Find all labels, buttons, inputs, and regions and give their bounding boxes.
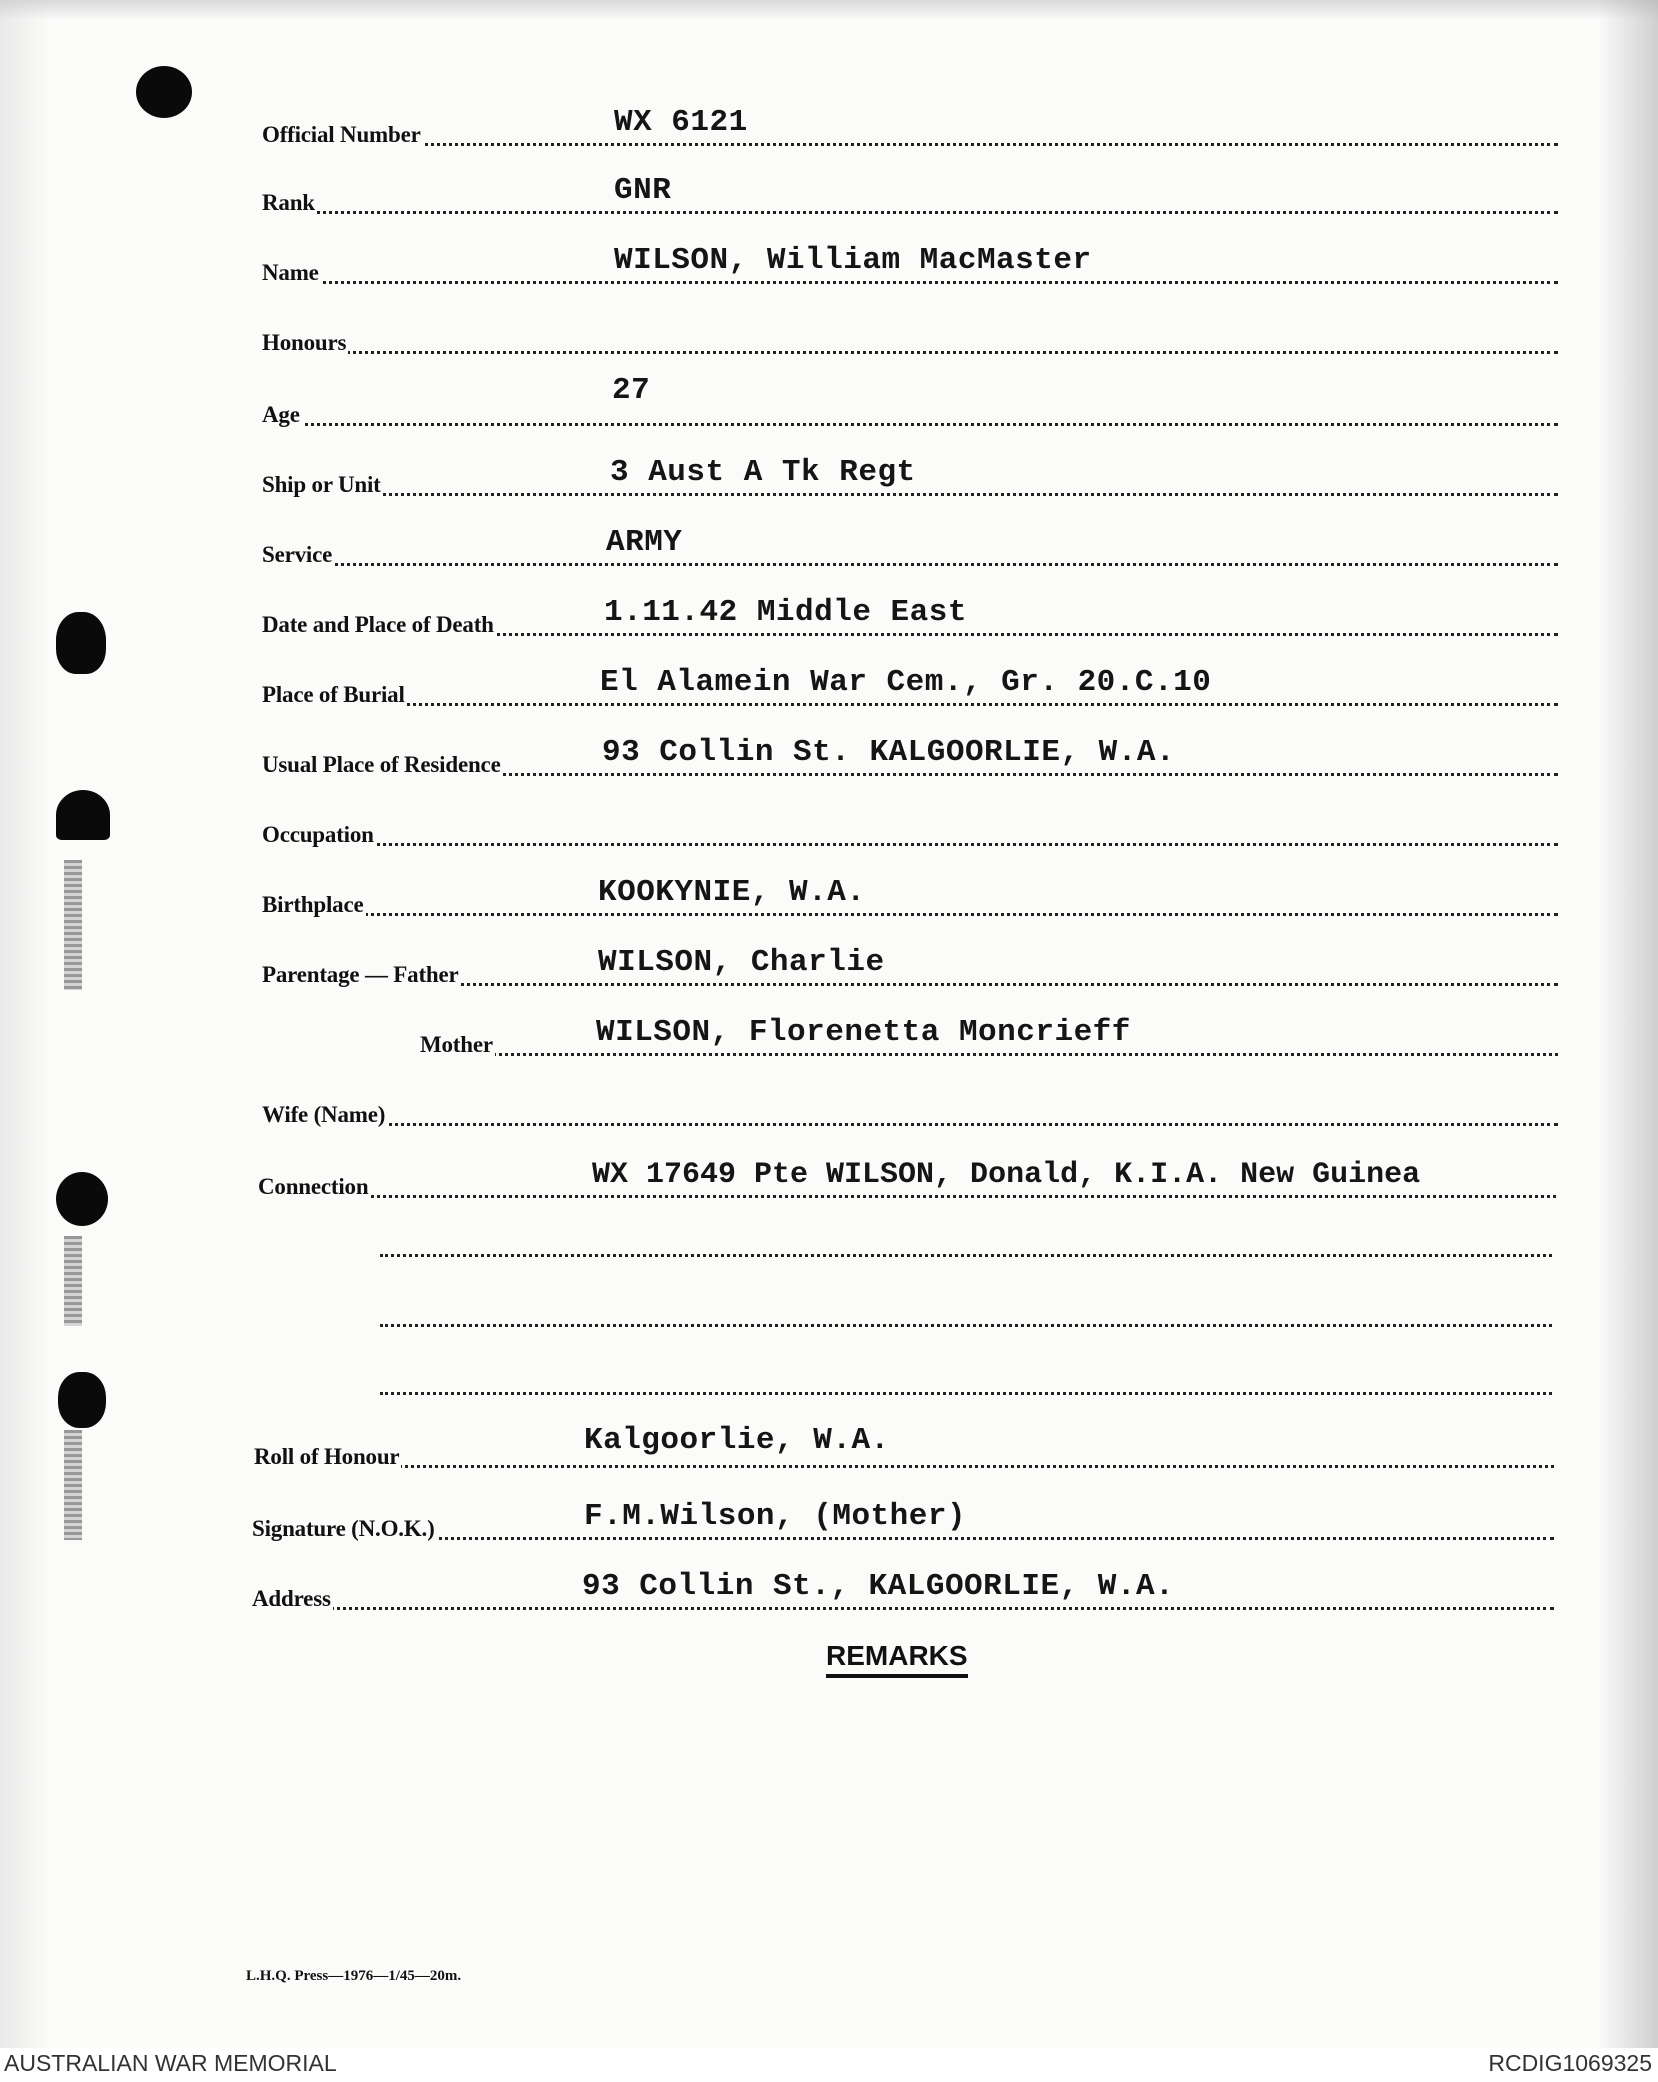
scan-streak — [64, 860, 82, 990]
field-label: Rank — [262, 190, 315, 215]
footer-record-id: RCDIG1069325 — [1488, 2050, 1652, 2076]
field-rank — [262, 173, 1558, 218]
field-label: Age — [262, 402, 300, 427]
field-occupation — [262, 810, 1558, 850]
field-value: 93 Collin St. KALGOORLIE, W.A. — [602, 735, 1176, 770]
field-value: WILSON, William MacMaster — [614, 243, 1092, 278]
dotted-rule — [420, 1053, 1558, 1056]
blank-rule — [380, 1392, 1552, 1395]
punch-hole — [136, 66, 192, 118]
field-value: ARMY — [606, 525, 683, 560]
blank-rule — [380, 1254, 1552, 1257]
field-father — [262, 945, 1558, 990]
dotted-rule — [262, 493, 1558, 496]
dotted-rule — [262, 423, 1558, 426]
field-label: Occupation — [262, 822, 374, 847]
field-label: Roll of Honour — [254, 1444, 400, 1469]
dotted-rule — [262, 843, 1558, 846]
dotted-rule — [254, 1465, 1554, 1468]
field-value: WX 17649 Pte WILSON, Donald, K.I.A. New Guinea — [592, 1158, 1421, 1192]
dotted-rule — [262, 211, 1558, 214]
field-label: Parentage — Father — [262, 962, 459, 987]
field-label: Date and Place of Death — [262, 612, 494, 637]
field-label: Connection — [258, 1174, 369, 1199]
punch-hole — [56, 612, 106, 674]
dotted-rule — [262, 281, 1558, 284]
scan-edge-right — [1598, 0, 1658, 2048]
punch-hole — [56, 1172, 108, 1226]
field-value: F.M.Wilson, (Mother) — [584, 1499, 967, 1534]
field-label: Signature (N.O.K.) — [252, 1516, 435, 1541]
dotted-rule — [262, 143, 1558, 146]
dotted-rule — [262, 351, 1558, 354]
field-connection — [258, 1158, 1556, 1202]
field-mother — [420, 1015, 1558, 1060]
dotted-rule — [262, 913, 1558, 916]
field-age — [262, 373, 1558, 430]
field-name — [262, 243, 1558, 288]
field-wife — [262, 1090, 1558, 1130]
field-value: 27 — [612, 373, 651, 408]
field-signature — [252, 1499, 1554, 1544]
field-label: Honours — [262, 330, 347, 355]
field-place-of-burial — [262, 665, 1558, 710]
field-label: Birthplace — [262, 892, 364, 917]
blank-rule — [380, 1324, 1552, 1327]
field-label: Wife (Name) — [262, 1102, 386, 1127]
field-value: WILSON, Charlie — [598, 945, 885, 980]
field-birthplace — [262, 875, 1558, 920]
field-ship-or-unit — [262, 455, 1558, 500]
field-value: 93 Collin St., KALGOORLIE, W.A. — [582, 1569, 1175, 1604]
field-date-place-of-death — [262, 595, 1558, 640]
field-value: WILSON, Florenetta Moncrieff — [596, 1015, 1131, 1050]
dotted-rule — [262, 1123, 1558, 1126]
field-usual-residence — [262, 735, 1558, 780]
printer-imprint: L.H.Q. Press—1976—1/45—20m. — [246, 1968, 462, 1984]
field-label: Address — [252, 1586, 331, 1611]
field-official-number — [262, 105, 1558, 150]
field-value: GNR — [614, 173, 672, 208]
punch-hole — [58, 1372, 106, 1428]
dotted-rule — [252, 1537, 1554, 1540]
scan-streak — [64, 1430, 82, 1540]
field-value: 1.11.42 Middle East — [604, 595, 967, 630]
dotted-rule — [262, 563, 1558, 566]
field-label: Usual Place of Residence — [262, 752, 501, 777]
field-roll-of-honour — [254, 1423, 1554, 1472]
field-value: 3 Aust A Tk Regt — [610, 455, 916, 490]
field-label: Name — [262, 260, 319, 285]
field-label: Service — [262, 542, 333, 567]
field-service — [262, 525, 1558, 570]
dotted-rule — [258, 1195, 1556, 1198]
scan-edge-left — [0, 0, 50, 2048]
field-label: Place of Burial — [262, 682, 405, 707]
field-honours — [262, 318, 1558, 358]
dotted-rule — [262, 703, 1558, 706]
footer-institution: AUSTRALIAN WAR MEMORIAL — [4, 2050, 337, 2076]
scan-edge-top — [0, 0, 1658, 20]
field-value: KOOKYNIE, W.A. — [598, 875, 866, 910]
field-value: El Alamein War Cem., Gr. 20.C.10 — [600, 665, 1212, 700]
remarks-heading: REMARKS — [826, 1640, 968, 1678]
field-value: Kalgoorlie, W.A. — [584, 1423, 890, 1458]
field-label: Mother — [420, 1032, 493, 1057]
field-value: WX 6121 — [614, 105, 748, 140]
field-address — [252, 1569, 1554, 1614]
field-label: Official Number — [262, 122, 421, 147]
field-label: Ship or Unit — [262, 472, 381, 497]
dotted-rule — [252, 1607, 1554, 1610]
scan-streak — [64, 1236, 82, 1326]
punch-hole — [56, 790, 110, 840]
